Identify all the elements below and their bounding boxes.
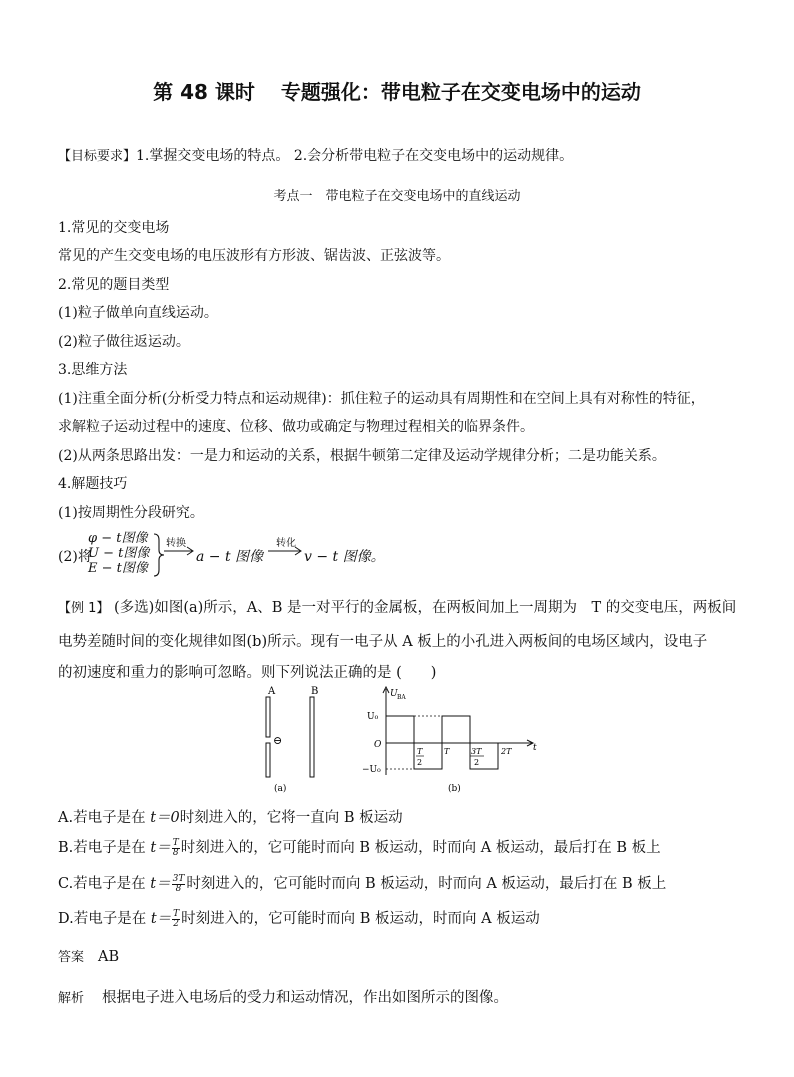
tip-prefix: (2)将 [58, 549, 92, 565]
point-line: (2)从两条思路出发：一是力和运动的关系，根据牛顿第二定律及运动学规律分析；二是功能关系。 [58, 448, 666, 464]
answer-label: 答案 [58, 950, 85, 965]
point-line: 求解粒子运动过程中的速度、位移、做功或确定与物理过程相关的临界条件。 [58, 419, 534, 435]
tick-label: T [444, 747, 450, 756]
graph-type-item: E − t图像 [88, 561, 148, 576]
graph-type-item: U − t图像 [88, 546, 150, 561]
plate-b [310, 697, 314, 777]
analysis-text: 根据电子进入电场后的受力和运动情况，作出如图所示的图像。 [102, 990, 509, 1006]
lesson-number: 第 48 课时 [153, 80, 255, 104]
tick-label: 2 [474, 758, 480, 767]
v-t-graph: v − t 图像。 [304, 549, 385, 565]
point-line: 常见的产生交变电场的电压波形有方形波、锯齿波、正弦波等。 [58, 248, 450, 264]
right-arrow-icon [268, 546, 302, 556]
option-a-pre: A.若电子是在 [58, 810, 151, 826]
arrow-label-transform: 转化 [276, 538, 296, 549]
t-axis-label: t [533, 743, 537, 753]
u0-label: U₀ [367, 712, 379, 722]
option-a-time: t＝0 [150, 810, 180, 826]
point-line: (1)注重全面分析(分析受力特点和运动规律)：抓住粒子的运动具有周期性和在空间上具有对称性的特征， [58, 391, 705, 407]
option-c [58, 872, 666, 894]
origin-label: O [374, 740, 382, 750]
tick-label: 3T [471, 747, 482, 756]
figure-b-voltage-graph [362, 683, 540, 795]
option-d-post: 时刻进入的，它可能时而向 B 板运动，时而向 A 板运动 [181, 911, 540, 927]
option-b-time: t＝ [150, 840, 171, 856]
tick-label: 2T [501, 747, 512, 756]
u-axis-label: U [390, 689, 398, 699]
right-arrow-icon [164, 546, 194, 556]
electron-icon: ⊖ [273, 734, 283, 747]
figure-b-caption: (b) [448, 784, 461, 794]
point-line: 3.思维方法 [58, 362, 128, 378]
point-line: (1)粒子做单向直线运动。 [58, 305, 218, 321]
point-line: (1)按周期性分段研究。 [58, 505, 204, 521]
answer-value: AB [98, 949, 120, 965]
figure-a-caption: (a) [274, 784, 287, 794]
answer [58, 946, 119, 965]
analysis-label: 解析 [58, 991, 85, 1006]
option-d [58, 907, 540, 929]
option-d-pre: D.若电子是在 [58, 911, 151, 927]
example-label: 【例 1】 [58, 601, 110, 616]
plate-a-lower [266, 743, 270, 777]
page-title [0, 76, 794, 105]
a-t-graph: a − t 图像 [196, 549, 264, 565]
lesson-topic: 专题强化：带电粒子在交变电场中的运动 [280, 80, 641, 104]
point-line: 4.解题技巧 [58, 476, 128, 492]
example-line: 电势差随时间的变化规律如图(b)所示。现有一电子从 A 板上的小孔进入两板间的电场区域内，设电子 [58, 634, 708, 650]
tick-label: 2 [417, 758, 423, 767]
example-line: 的初速度和重力的影响可忽略。则下列说法正确的是 ( ) [58, 665, 437, 681]
neg-u0-label: −U₀ [362, 765, 381, 775]
option-b [58, 836, 661, 858]
option-b-pre: B.若电子是在 [58, 840, 151, 856]
option-b-fraction: $\frac{T}{8}$ [172, 837, 179, 858]
objectives-text: 1.掌握交变电场的特点。 2.会分析带电粒子在交变电场中的运动规律。 [136, 148, 574, 164]
example-text: (多选)如图(a)所示，A、B 是一对平行的金属板，在两板间加上一周期为 T 的交变电压，两板间 [114, 600, 737, 616]
figure-a-plates [240, 683, 340, 795]
arrow-label-convert: 转换 [166, 538, 186, 549]
analysis [58, 986, 508, 1007]
plate-a-upper [266, 697, 270, 737]
point-line: (2)粒子做往返运动。 [58, 334, 190, 350]
option-c-post: 时刻进入的，它可能时而向 B 板运动，时而向 A 板运动，最后打在 B 板上 [186, 876, 667, 892]
u-axis-subscript: BA [397, 694, 406, 701]
objectives-label: 【目标要求】 [58, 149, 137, 164]
option-a-post: 时刻进入的，它将一直向 B 板运动 [179, 810, 403, 826]
point-line: 1.常见的交变电场 [58, 220, 170, 236]
objectives [58, 146, 573, 167]
plate-b-label: B [311, 686, 319, 697]
plate-a-label: A [268, 686, 276, 697]
graph-type-list [88, 532, 149, 575]
option-c-fraction: $\frac{3T}{8}$ [172, 873, 185, 894]
option-b-post: 时刻进入的，它可能时而向 B 板运动，时而向 A 板运动，最后打在 B 板上 [180, 840, 661, 856]
option-c-pre: C.若电子是在 [58, 876, 151, 892]
point-line: 2.常见的题目类型 [58, 277, 170, 293]
example-line [58, 596, 736, 617]
option-a [58, 806, 403, 827]
option-d-fraction: $\frac{T}{2}$ [173, 908, 180, 929]
section-heading: 考点一 带电粒子在交变电场中的直线运动 [273, 189, 521, 204]
option-d-time: t＝ [150, 911, 172, 927]
option-c-time: t＝ [150, 876, 171, 892]
tick-label: T [417, 747, 423, 756]
graph-type-item: φ − t图像 [88, 531, 148, 546]
